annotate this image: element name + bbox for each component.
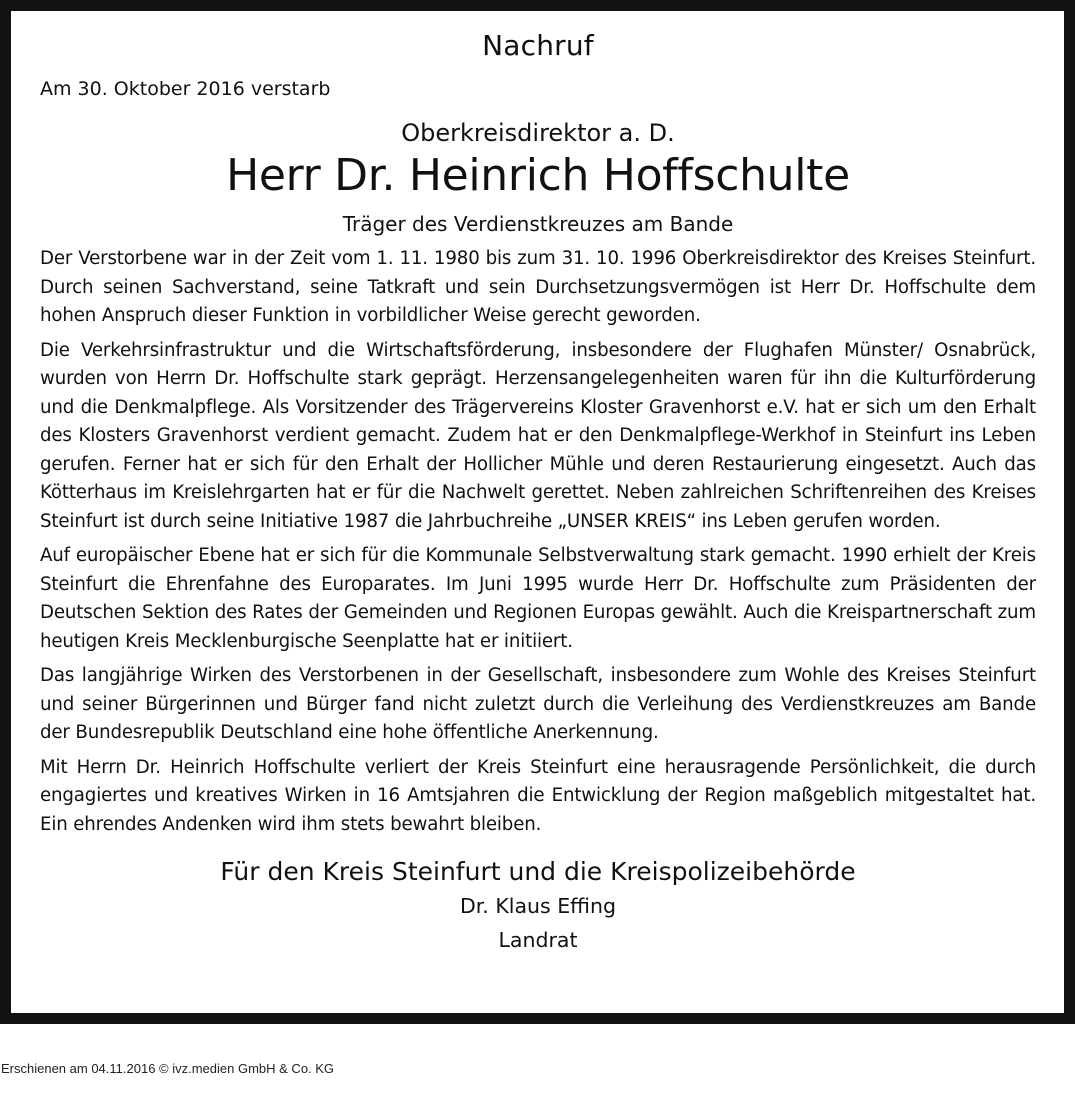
deceased-rank: Oberkreisdirektor a. D. bbox=[401, 119, 675, 147]
obituary-paragraph: Das langjährige Wirken des Verstorbenen in der Gesellschaft, insbesondere zum Wohle des Kreises Steinfurt und seiner Bürgerinnen und Bürger fand nicht zuletzt durch die Verleihung des Verdienstkreuzes am Bande der Bundesrepublik Deutschland eine hohe öffentliche Anerkennung. bbox=[40, 665, 1036, 743]
notice-heading: Nachruf bbox=[482, 29, 594, 62]
deceased-honor: Träger des Verdienstkreuzes am Bande bbox=[342, 212, 734, 236]
obituary-body bbox=[40, 245, 1036, 839]
deceased-name: Herr Dr. Heinrich Hoffschulte bbox=[226, 150, 850, 201]
publication-credit: Erschienen am 04.11.2016 © ivz.medien GmbH & Co. KG bbox=[1, 1061, 335, 1076]
signature-organization: Für den Kreis Steinfurt und die Kreispolizeibehörde bbox=[220, 857, 856, 886]
obituary-paragraph: Auf europäischer Ebene hat er sich für die Kommunale Selbstverwaltung stark gemacht. 1990 erhielt der Kreis Steinfurt die Ehrenfahne des Europarates. Im Juni 1995 wurde Herr Dr. Hoffschulte zum Präsidenten der Deutschen Sektion des Rates der Gemeinden und Regionen Europas gewählt. Auch die Kreispartnerschaft zum heutigen Kreis Mecklenburgische Seenplatte hat er initiiert. bbox=[40, 545, 1036, 652]
obituary-paragraph: Der Verstorbene war in der Zeit vom 1. 11. 1980 bis zum 31. 10. 1996 Oberkreisdirektor des Kreises Steinfurt. Durch seinen Sachverstand, seine Tatkraft und sein Durchsetzungsvermögen ist Herr Dr. Hoffschulte dem hohen Anspruch dieser Funktion in vorbildlicher Weise gerecht geworden. bbox=[40, 248, 1036, 326]
signature-block bbox=[40, 855, 1036, 957]
date-of-death-line: Am 30. Oktober 2016 verstarb bbox=[40, 78, 331, 100]
signature-signer-name: Dr. Klaus Effing bbox=[459, 894, 617, 918]
notice-content bbox=[40, 27, 1036, 957]
signature-signer-role: Landrat bbox=[498, 928, 578, 952]
obituary-paragraph: Mit Herrn Dr. Heinrich Hoffschulte verliert der Kreis Steinfurt eine herausragende Persönlichkeit, die durch engagiertes und kreatives Wirken in 16 Amtsjahren die Entwicklung der Region maßgeblich mitgestaltet hat. Ein ehrendes Andenken wird ihm stets bewahrt bleiben. bbox=[40, 756, 1036, 835]
obituary-paragraph: Die Verkehrsinfrastruktur und die Wirtschaftsförderung, insbesondere der Flughafen Münster/ Osnabrück, wurden von Herrn Dr. Hoffschulte stark geprägt. Herzensangelegenheiten waren für ihn die Kulturförderung und die Denkmalpflege. Als Vorsitzender des Trägervereins Kloster Gravenhorst e.V. hat er sich um den Erhalt des Klosters Gravenhorst verdient gemacht. Zudem hat er den Denkmalpflege-Werkhof in Steinfurt ins Leben gerufen. Ferner hat er sich für den Erhalt der Hollicher Mühle und deren Restaurierung eingesetzt. Auch das Kötterhaus im Kreislehrgarten hat er für die Nachwelt gerettet. Neben zahlreichen Schriftenreihen des Kreises Steinfurt ist durch seine Initiative 1987 die Jahrbuchreihe „UNSER KREIS“ ins Leben gerufen worden. bbox=[40, 339, 1036, 532]
